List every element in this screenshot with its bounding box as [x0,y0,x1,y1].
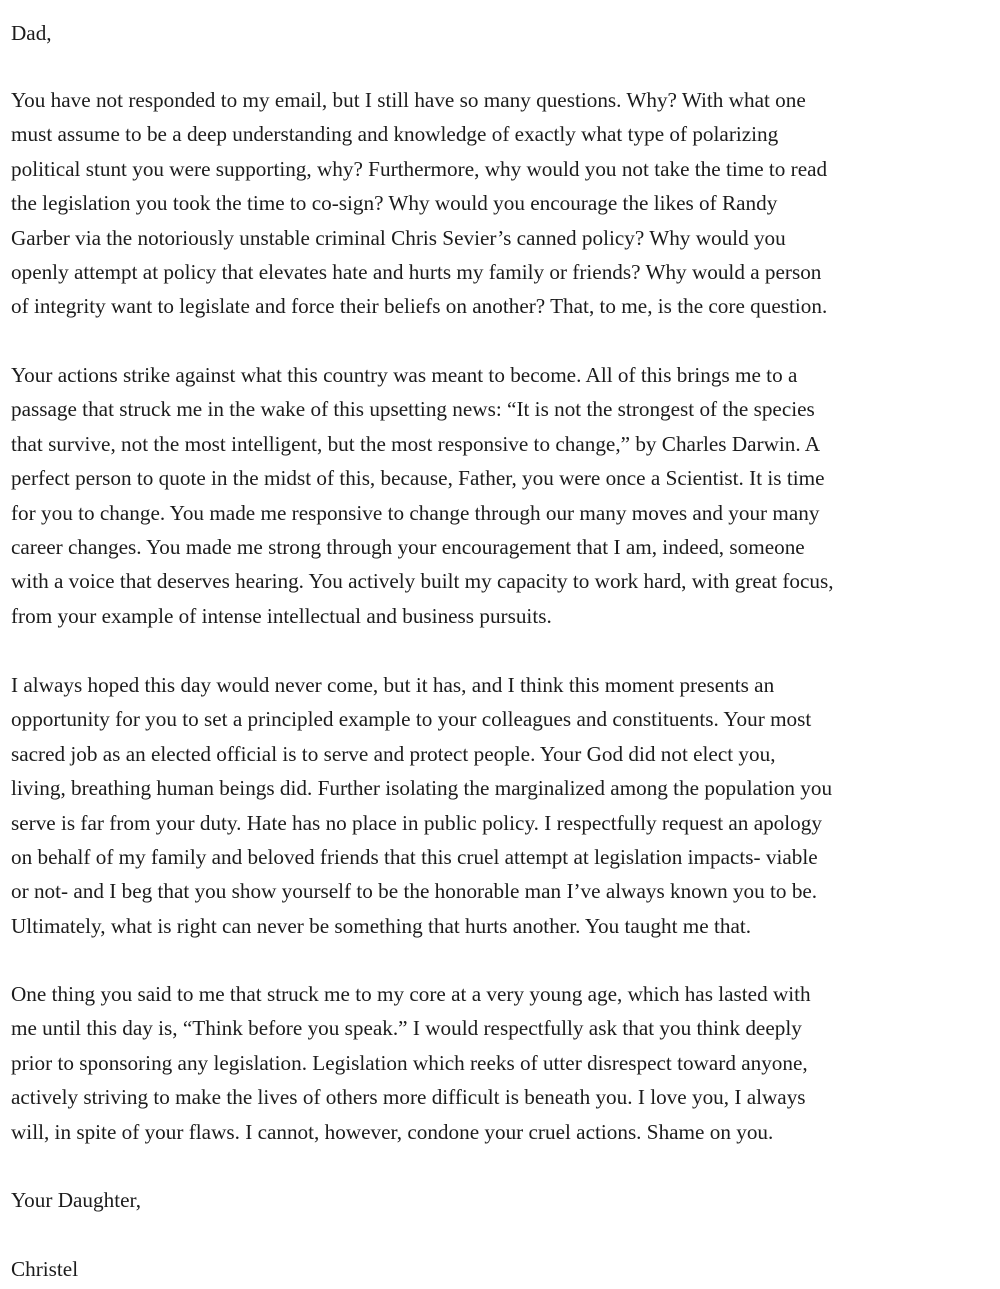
paragraph-line: with a voice that deserves hearing. You actively built my capacity to work hard, with great focus, [11,569,834,594]
letter-closing: Your Daughter, [11,1188,141,1212]
paragraph-line: of integrity want to legislate and force their beliefs on another? That, to me, is the core question. [11,294,828,319]
paragraph-line: that survive, not the most intelligent, but the most responsive to change,” by Charles Darwin. A [11,431,821,456]
paragraph-line: or not- and I beg that you show yourself to be the honorable man I’ve always known you to be. [11,879,818,904]
paragraph-line: opportunity for you to set a principled example to your colleagues and constituents. Your most [11,707,812,732]
paragraph-line: for you to change. You made me responsive to change through our many moves and your many [11,500,820,525]
paragraph-line: the legislation you took the time to co-sign? Why would you encourage the likes of Randy [11,191,778,216]
paragraph-line: prior to sponsoring any legislation. Legislation which reeks of utter disrespect toward anyone, [11,1050,808,1075]
paragraph-line: on behalf of my family and beloved friends that this cruel attempt at legislation impacts- viable [11,844,818,869]
letter-paragraph-1 [11,83,986,324]
paragraph-line: Ultimately, what is right can never be something that hurts another. You taught me that. [11,913,752,938]
paragraph-line: openly attempt at policy that elevates hate and hurts my family or friends? Why would a person [11,259,822,284]
paragraph-line: will, in spite of your flaws. I cannot, however, condone your cruel actions. Shame on you. [11,1119,774,1144]
letter-signature: Christel [11,1257,79,1281]
paragraph-line: from your example of intense intellectual and business pursuits. [11,603,552,628]
paragraph-line: Your actions strike against what this country was meant to become. All of this brings me to a [11,363,798,387]
letter-paragraph-3 [11,668,986,943]
paragraph-line: serve is far from your duty. Hate has no place in public policy. I respectfully request an apology [11,810,822,835]
paragraph-line: passage that struck me in the wake of this upsetting news: “It is not the strongest of the species [11,397,815,422]
paragraph-line: Garber via the notoriously unstable criminal Chris Sevier’s canned policy? Why would you [11,225,786,250]
paragraph-line: living, breathing human beings did. Further isolating the marginalized among the population you [11,776,833,801]
letter-paragraph-4 [11,977,986,1149]
paragraph-line: One thing you said to me that struck me to my core at a very young age, which has lasted with [11,982,811,1006]
paragraph-line: political stunt you were supporting, why? Furthermore, why would you not take the time to read [11,156,828,181]
paragraph-line: must assume to be a deep understanding and knowledge of exactly what type of polarizing [11,122,779,147]
paragraph-line: I always hoped this day would never come, but it has, and I think this moment presents an [11,673,775,697]
paragraph-line: career changes. You made me strong through your encouragement that I am, indeed, someone [11,534,805,559]
letter-greeting: Dad, [11,21,52,45]
paragraph-line: You have not responded to my email, but I still have so many questions. Why? With what one [11,88,806,112]
letter-paragraph-2 [11,358,986,633]
paragraph-line: me until this day is, “Think before you speak.” I would respectfully ask that you think deeply [11,1016,802,1041]
paragraph-line: sacred job as an elected official is to serve and protect people. Your God did not elect you, [11,741,776,766]
paragraph-line: perfect person to quote in the midst of this, because, Father, you were once a Scientist. It is time [11,466,825,491]
paragraph-line: actively striving to make the lives of others more difficult is beneath you. I love you, I always [11,1085,806,1110]
